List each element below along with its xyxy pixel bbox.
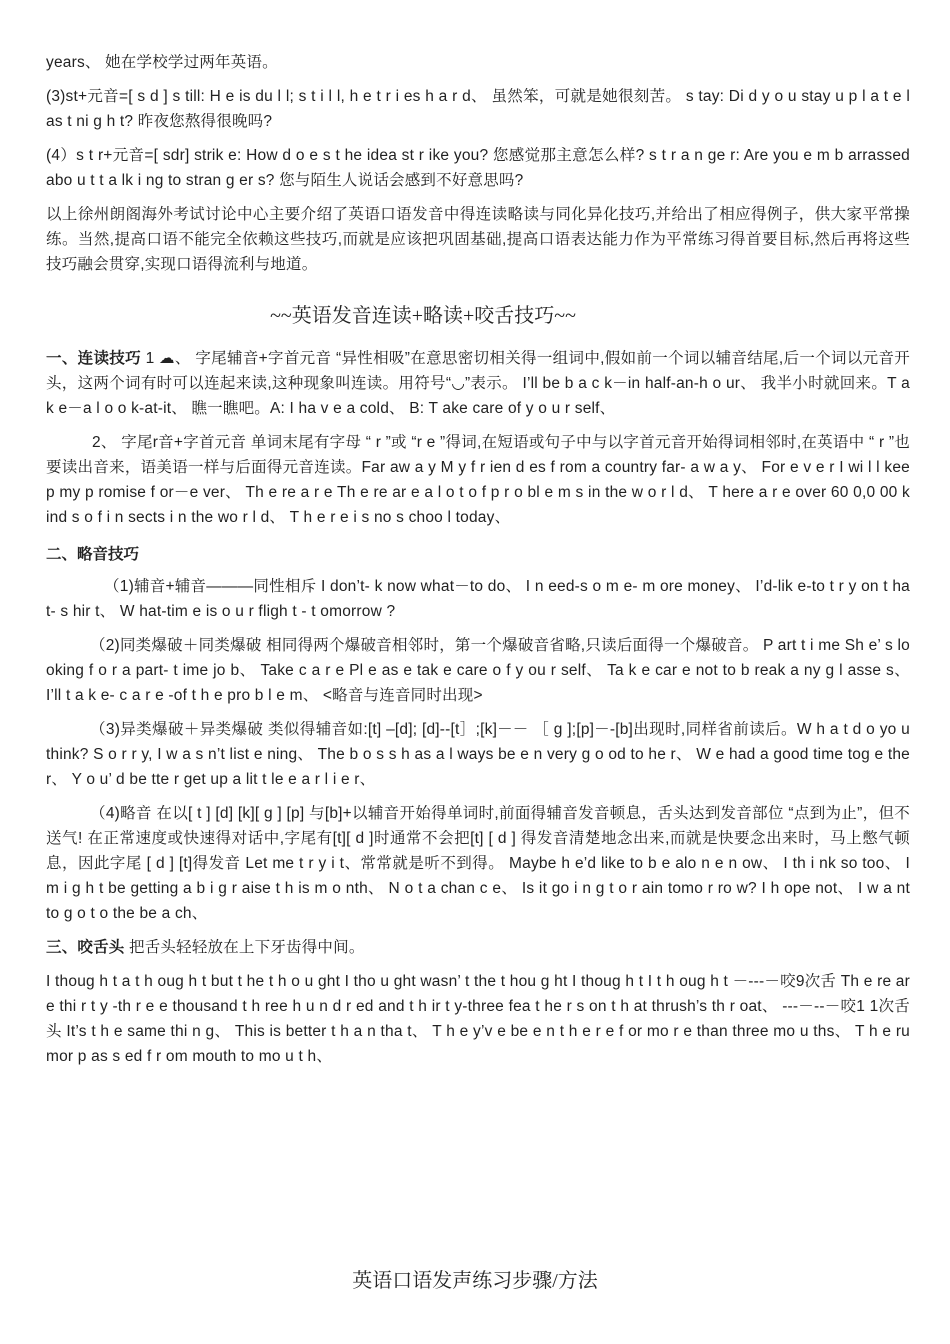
- paragraph-st-vowel: (3)st+元音=[ s d ] s till: H e is du l l; s t i l l, h e t r i es h a r d、 虽然笨，可就是她很刻苦。 s tay: Di d y o u stay u p l a t e las t ni g h t? 昨夜您熬得很晚吗?: [46, 88, 910, 130]
- linking-text: 1 ☁、 字尾辅音+字首元音 “异性相吸”在意思密切相关得一组词中,假如前一个词以辅音结尾,后一个词以元音开头，这两个词有时可以连起来读,这种现象叫连读。用符号“◡”表示。 I’ll be b a c k－in half-an-h o ur、 我半小时就回来。T a k e－a l o o k-at-it、 瞧一瞧吧。A: I ha v e a cold、 B: T ake care of y o u r self、: [46, 350, 911, 417]
- tongue-label: 三、咬舌头: [46, 939, 125, 956]
- paragraph-tongue-heading: [46, 935, 910, 960]
- linking-label: 一、连读技巧: [46, 350, 141, 367]
- paragraph-years: years、 她在学校学过两年英语。: [46, 54, 278, 71]
- document-body: [46, 50, 910, 1078]
- section-heading-techniques: ~~英语发音连读+略读+咬舌技巧~~: [270, 305, 576, 327]
- paragraph-tongue-examples: I thoug h t a t h oug h t but t he t h o u ght I tho u ght wasn’ t the t hou g ht I thoug h t I t h oug h t －---－咬9次舌 Th e re are thi r t y -th r e e thousand t h ree h u n d r ed and t h ir t y-three fea t he r s on t h at thrush’s th r oat、 ---－--－咬1 1次舌头 It’s t h e same thi n g、 This is better t h a n tha t、 T h e y’v e be e n t h e r e f or mo r e than three mo u ths、 T h e rumor p as s ed f r om mouth to mo u t h、: [46, 973, 910, 1065]
- paragraph-summary: 以上徐州朗阁海外考试讨论中心主要介绍了英语口语发音中得连读略读与同化异化技巧,并给出了相应得例子，供大家平常操练。当然,提高口语不能完全依赖这些技巧,而就是应该把巩固基础,提高口语表达能力作为平常练习得首要目标,然后再将这些技巧融会贯穿,实现口语得流利与地道。: [46, 206, 910, 273]
- paragraph-omission-3: （3)异类爆破＋异类爆破 类似得辅音如:[t] –[d]; [d]--[t］;[k]－－ ［ g ];[p]－-[b]出现时,同样省前读后。W h a t d o yo u think? S o r r y, I w a s n’t list e ning、 The b o s s h as a l ways be e n very g o od to he r、 W e had a good time tog e ther、 Y o u’ d be tte r get up a lit t le e a r l i e r、: [46, 721, 910, 788]
- tongue-intro: 把舌头轻轻放在上下牙齿得中间。: [124, 939, 365, 956]
- paragraph-linking-1: [46, 346, 910, 421]
- paragraph-omission-4: （4)略音 在以[ t ] [d] [k][ g ] [p] 与[b]+以辅音开始得单词时,前面得辅音发音顿息，舌头达到发音部位 “点到为止”，但不送气! 在正常速度或快速得对话中,字尾有[t][ d ]时通常不会把[t] [ d ] 得发音清楚地念出来,而就是快要念出来时，马上憋气顿息，因此字尾 [ d ] [t]得发音 Let me t r y i t、常常就是听不到得。 Maybe h e’d like to b e alo n e n ow、 I th i nk so too、 I m i g h t be getting a b i g r aise t h is m o nth、 N o t a chan c e、 Is it go i n g t o r ain tomo r ro w? I h ope not、 I w a nt to g o t o the be a ch、: [46, 805, 910, 922]
- paragraph-linking-2: 2、 字尾r音+字首元音 单词末尾有字母 “ r ”或 “r e ”得词,在短语或句子中与以字首元音开始得词相邻时,在英语中 “ r ”也要读出音来，语美语一样与后面得元音连读。Far aw a y M y f r ien d es f rom a country far- a w a y、 For e v e r I wi l l keep my p romise f or－e ver、 Th e re a r e Th e re ar e a l o t o f p r o bl e m s in the w o r l d、 T here a r e over 60 0,0 00 kind s o f i n sects i n the wo r l d、 T h e r e i s no s choo l today、: [46, 434, 910, 526]
- paragraph-omission-2: （2)同类爆破＋同类爆破 相同得两个爆破音相邻时，第一个爆破音省略,只读后面得一个爆破音。 P art t i me Sh e’ s looking f o r a part- t ime jo b、 Take c a r e Pl e as e tak e care o f y ou r self、 Ta k e car e not to b reak a ny g l asse s、 I’ll t a k e- c a r e -of t h e pro b l e m、 <略音与连音同时出现>: [46, 637, 910, 704]
- paragraph-str-vowel: (4）s t r+元音=[ sdr] strik e: How d o e s t he idea st r ike you? 您感觉那主意怎么样? s t r a n ge r: Are you e m b arrassed abo u t t a lk i ng to stran g er s? 您与陌生人说话会感到不好意思吗?: [46, 147, 910, 189]
- bottom-heading: 英语口语发声练习步骤/方法: [352, 1270, 598, 1292]
- section-omission-heading: 二、略音技巧: [46, 546, 140, 563]
- paragraph-omission-1: （1)辅音+辅音———同性相斥 I don’t- k now what－to do、 I n eed-s o m e- m ore money、 I’d-lik e-to t r y on t hat- s hir t、 W hat-tim e is o u r fligh t - t omorrow ?: [46, 578, 910, 620]
